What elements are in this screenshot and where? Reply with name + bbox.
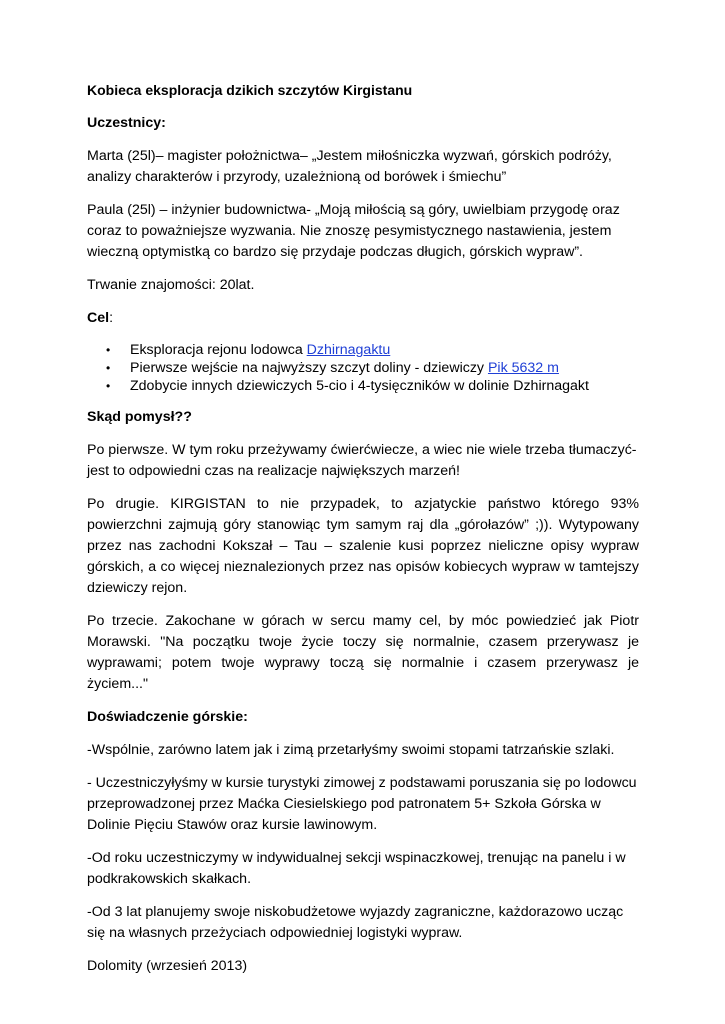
experience-paragraph-3: -Od roku uczestniczymy w indywidualnej sekcji wspinaczkowej, trenując na panelu i w podkrakowskich skałkach. <box>87 850 626 887</box>
idea-heading: Skąd pomysł?? <box>87 409 192 425</box>
goal-item <box>106 341 639 359</box>
goal-item <box>106 377 639 395</box>
goals-list <box>87 341 639 395</box>
participant-marta: Marta (25l)– magister położnictwa– „Jestem miłośniczka wyzwań, górskich podróży, analizy charakterów i przyrody, uzależnioną od borówek i śmiechu” <box>87 148 612 185</box>
acquaintance-duration: Trwanie znajomości: 20lat. <box>87 277 255 293</box>
document-title: Kobieca eksploracja dzikich szczytów Kirgistanu <box>87 82 413 98</box>
idea-paragraph-3: Po trzecie. Zakochane w górach w sercu mamy cel, by móc powiedzieć jak Piotr Morawski. "Na początku twoje życie toczy się normalnie, czasem przerywasz je wyprawami; potem twoje wyprawy toczą się normalnie i czasem przerywasz je życiem..." <box>87 613 639 692</box>
goal-item <box>106 359 639 377</box>
dzhirnagaktu-link[interactable]: Dzhirnagaktu <box>306 342 391 358</box>
bullet-icon: • <box>106 379 111 393</box>
idea-paragraph-1: Po pierwsze. W tym roku przeżywamy ćwierćwiecze, a wiec nie wiele trzeba tłumaczyć- jest to odpowiedni czas na realizacje największych marzeń! <box>87 442 637 479</box>
goal-text: Pierwsze wejście na najwyższy szczyt doliny - dziewiczy <box>130 360 488 376</box>
participant-paula: Paula (25l) – inżynier budownictwa- „Moją miłością są góry, uwielbiam przygodę oraz coraz to poważniejsze wyzwania. Nie znoszę pesymistycznego nastawienia, jestem wieczną optymistką co bardzo się przydaje podczas długich, górskich wypraw”. <box>87 202 620 260</box>
document-page <box>87 80 639 989</box>
participants-heading: Uczestnicy: <box>87 115 166 131</box>
bullet-icon: • <box>106 343 111 357</box>
goal-text: Zdobycie innych dziewiczych 5-cio i 4-tysięczników w dolinie Dzhirnagakt <box>130 378 589 394</box>
bullet-icon: • <box>106 361 111 375</box>
experience-heading: Doświadczenie górskie: <box>87 709 248 725</box>
idea-paragraph-2: Po drugie. KIRGISTAN to nie przypadek, to azjatyckie państwo którego 93% powierzchni zajmują góry stanowiąc tym samym raj dla „górołazów” ;)). Wytypowany przez nas zachodni Kokszał – Tau – szalenie kusi poprzez nieliczne opisy wypraw górskich, a co więcej nieznalezionych przez nas opisów kobiecych wypraw w tamtejszy dziewiczy rejon. <box>87 496 639 596</box>
experience-paragraph-2: - Uczestniczyłyśmy w kursie turystyki zimowej z podstawami poruszania się po lodowcu przeprowadzonej przez Maćka Ciesielskiego pod patronatem 5+ Szkoła Górska w Dolinie Pięciu Stawów oraz kursie lawinowym. <box>87 775 637 833</box>
goal-heading <box>87 308 639 329</box>
dolomity-entry: Dolomity (wrzesień 2013) <box>87 958 248 974</box>
goal-heading-colon: : <box>109 310 114 326</box>
goal-heading-label: Cel <box>87 310 110 326</box>
goal-text: Eksploracja rejonu lodowca <box>130 342 307 358</box>
experience-paragraph-1: -Wspólnie, zarówno latem jak i zimą przetarłyśmy swoimi stopami tatrzańskie szlaki. <box>87 742 615 758</box>
experience-paragraph-4: -Od 3 lat planujemy swoje niskobudżetowe wyjazdy zagraniczne, każdorazowo ucząc się na własnych przeżyciach odpowiedniej logistyki wypraw. <box>87 904 624 941</box>
pik-5632-link[interactable]: Pik 5632 m <box>487 360 559 376</box>
